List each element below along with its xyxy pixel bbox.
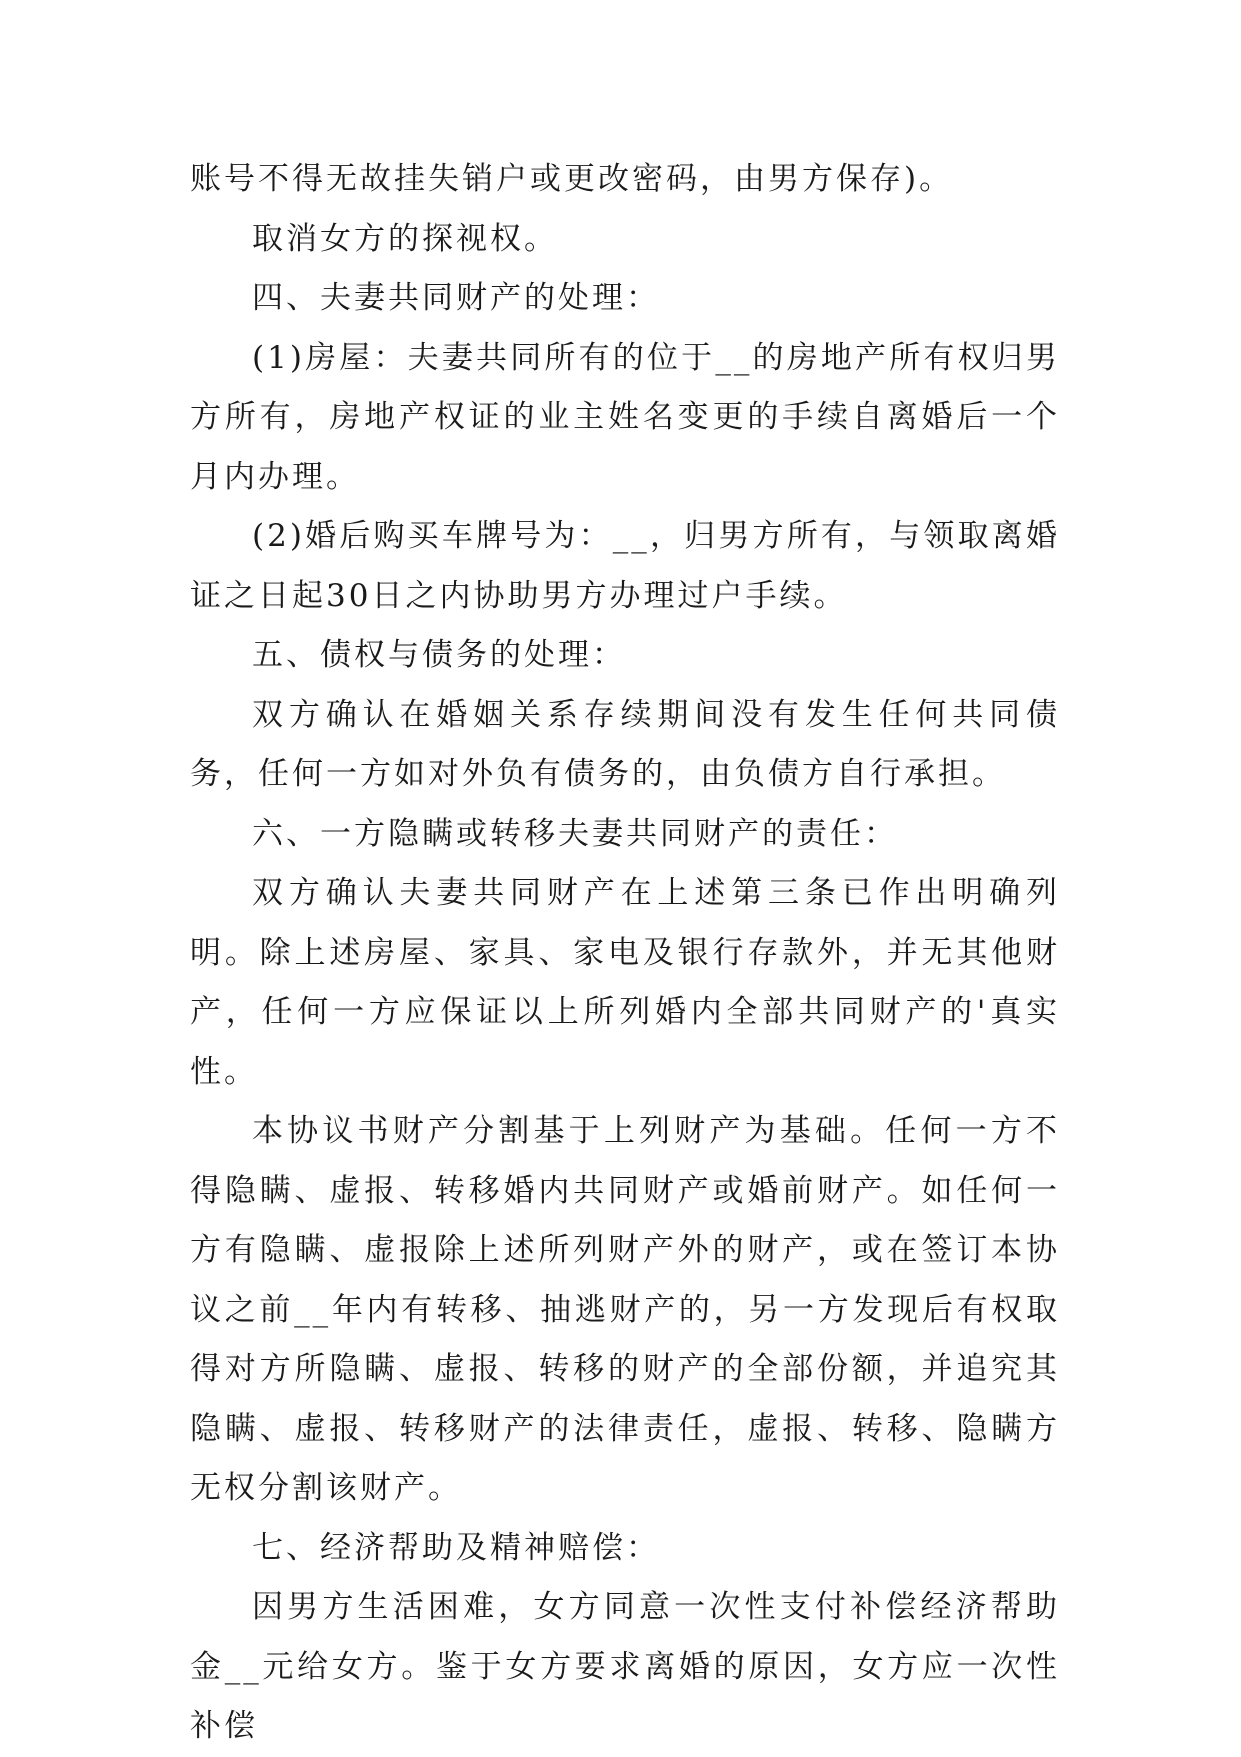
paragraph-property-division: 本协议书财产分割基于上列财产为基础。任何一方不得隐瞒、虚报、转移婚内共同财产或婚前财产。如任何一方有隐瞒、虚报除上述所列财产外的财产，或在签订本协议之前__年内有转移、抽逃财产的，另一方发现后有权取得对方所隐瞒、虚报、转移的财产的全部份额，并追究其隐瞒、虚报、转移财产的法律责任，虚报、转移、隐瞒方无权分割该财产。 [190, 1113, 1060, 1506]
paragraph-house: (1)房屋：夫妻共同所有的位于__的房地产所有权归男方所有，房地产权证的业主姓名变更的手续自离婚后一个月内办理。 [190, 339, 1060, 495]
paragraph-vehicle: (2)婚后购买车牌号为：__，归男方所有，与领取离婚证之日起30日之内协助男方办理过户手续。 [190, 518, 1060, 614]
paragraph-compensation: 因男方生活困难，女方同意一次性支付补偿经济帮助金__元给女方。鉴于女方要求离婚的原因，女方应一次性补偿 [190, 1589, 1060, 1744]
paragraph-visitation: 取消女方的探视权。 [252, 220, 558, 257]
section-heading-joint-property: 四、夫妻共同财产的处理： [252, 280, 660, 316]
paragraph-debts: 双方确认在婚姻关系存续期间没有发生任何共同债务，任何一方如对外负有债务的，由负债方自行承担。 [190, 696, 1060, 792]
section-heading-concealment: 六、一方隐瞒或转移夫妻共同财产的责任： [252, 815, 898, 852]
section-heading-compensation: 七、经济帮助及精神赔偿： [252, 1529, 660, 1566]
section-heading-debts: 五、债权与债务的处理： [252, 637, 626, 673]
paragraph-property-confirmation: 双方确认夫妻共同财产在上述第三条已作出明确列明。除上述房屋、家具、家电及银行存款外，并无其他财产，任何一方应保证以上所列婚内全部共同财产的'真实性。 [190, 875, 1060, 1090]
document-page [190, 150, 1060, 1757]
paragraph-account-custody: 账号不得无故挂失销户或更改密码，由男方保存)。 [190, 161, 954, 197]
